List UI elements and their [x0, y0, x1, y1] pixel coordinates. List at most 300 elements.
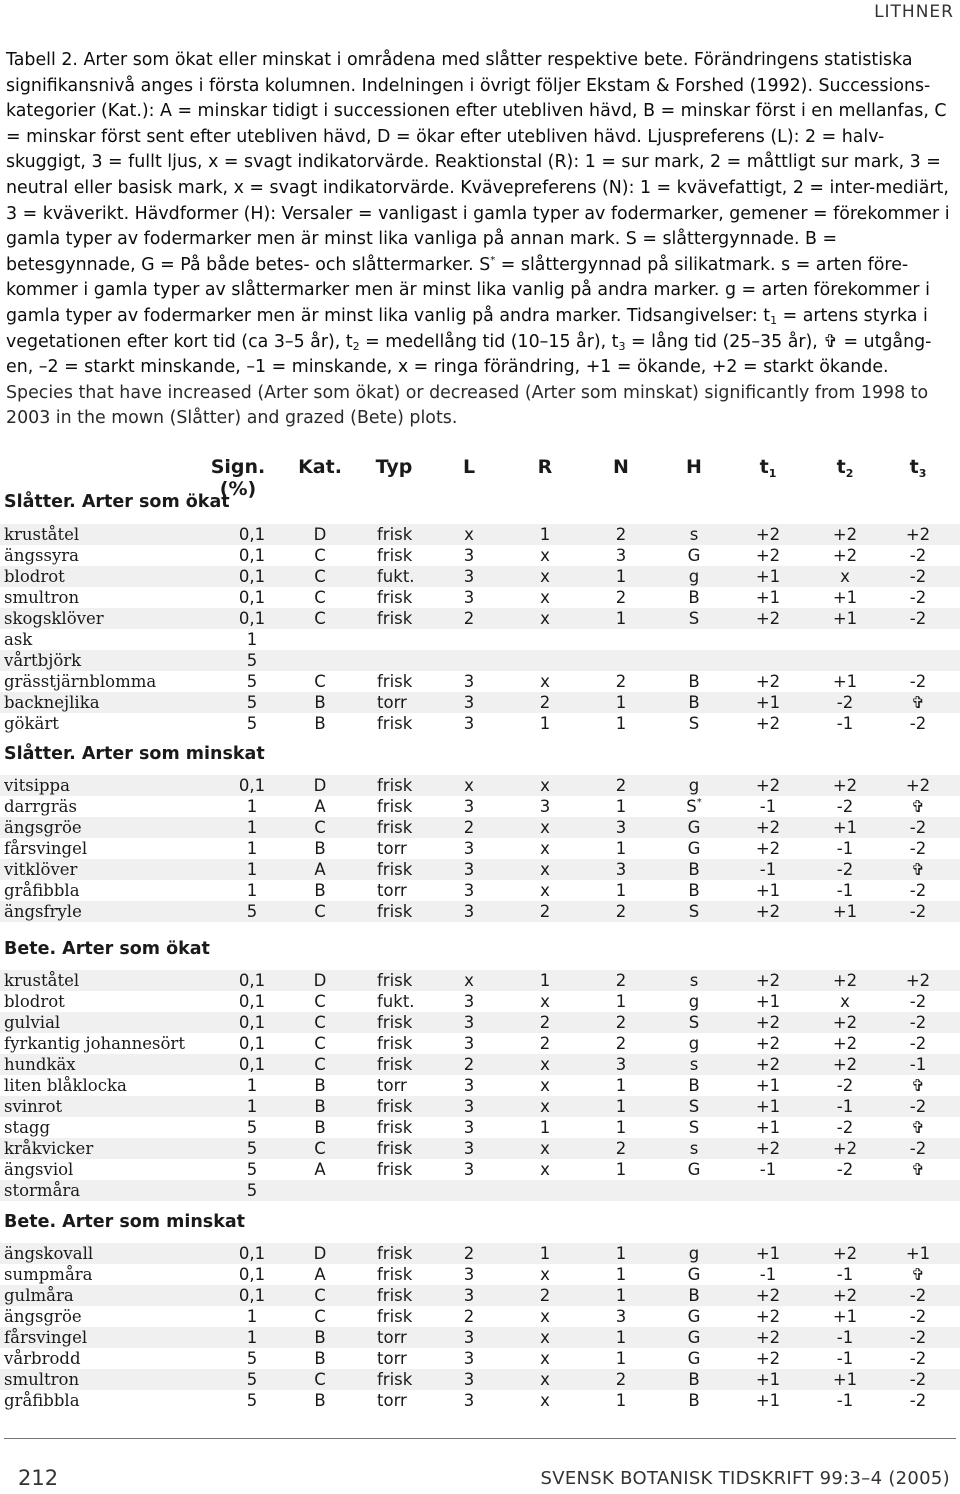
cell-t1: -1 — [759, 1265, 777, 1284]
cell-R: x — [540, 609, 550, 628]
table-row — [0, 1285, 960, 1306]
cell-R: x — [540, 1391, 550, 1410]
species-name: gulmåra — [4, 1286, 74, 1305]
cell-t2: -2 — [836, 1076, 854, 1095]
cell-L: 3 — [463, 1097, 475, 1116]
cell-L: 2 — [463, 1244, 475, 1263]
cell-R: x — [540, 1160, 550, 1179]
cell-N: 2 — [615, 902, 627, 921]
table-row — [0, 650, 960, 671]
cell-H-value: S — [686, 797, 697, 816]
table-row — [0, 859, 960, 880]
cell-t3: +2 — [905, 525, 931, 544]
cell-H: B — [688, 1391, 700, 1410]
cell-N: 1 — [615, 992, 627, 1011]
cell-t2: -1 — [836, 1391, 854, 1410]
cell-sign: 1 — [246, 881, 258, 900]
cell-H: g — [688, 992, 700, 1011]
column-t2: $t_2$ — [836, 456, 854, 480]
cell-t2: +1 — [832, 1307, 858, 1326]
table-row — [0, 1348, 960, 1369]
cell-kat: B — [314, 1118, 326, 1137]
cell-t2: -2 — [836, 1160, 854, 1179]
species-name: vårtbjörk — [4, 651, 82, 670]
running-head: LITHNER — [874, 2, 954, 22]
cell-t2: -1 — [836, 1328, 854, 1347]
table-caption — [6, 48, 954, 432]
cell-kat: A — [314, 1160, 326, 1179]
caption-english: Species that have increased (Arter som ökat) or decreased (Arter som minskat) significantly from 1998 to 2003 in the mown (Slåtter) and grazed (Bete) plots. — [6, 382, 929, 429]
table-row — [0, 1117, 960, 1138]
cell-kat: A — [314, 860, 326, 879]
cell-t2: +2 — [832, 776, 858, 795]
cell-typ: frisk — [377, 1307, 413, 1326]
cell-H: S — [688, 609, 700, 628]
cell-H: G — [687, 1328, 701, 1347]
journal-footer: SVENSK BOTANISK TIDSKRIFT 99:3–4 (2005) — [540, 1468, 950, 1489]
cell-N: 1 — [615, 1118, 627, 1137]
cell-t2: +2 — [832, 1013, 858, 1032]
cell-t1: +1 — [755, 1244, 781, 1263]
table-row — [0, 587, 960, 608]
cell-H: G — [687, 1160, 701, 1179]
cell-t3: ✞ — [911, 1118, 925, 1137]
cell-t3: ✞ — [911, 1076, 925, 1095]
cell-t1: +2 — [755, 1013, 781, 1032]
cell-kat: A — [314, 797, 326, 816]
cell-H: G — [687, 839, 701, 858]
cell-t3: ✞ — [911, 860, 925, 879]
cell-N: 1 — [615, 1391, 627, 1410]
cell-sign: 0,1 — [238, 588, 266, 607]
table-row — [0, 1327, 960, 1348]
species-name: gråfibbla — [4, 881, 80, 900]
species-name: gulvial — [4, 1013, 61, 1032]
cell-t3: -2 — [909, 588, 927, 607]
cell-N: 2 — [615, 525, 627, 544]
cell-H: G — [687, 1349, 701, 1368]
cell-kat: C — [314, 567, 326, 586]
cell-H: B — [688, 860, 700, 879]
cell-R: x — [540, 1097, 550, 1116]
table-row — [0, 1033, 960, 1054]
cell-t2: -2 — [836, 693, 854, 712]
cell-t2: +2 — [832, 1139, 858, 1158]
cell-t2: +2 — [832, 546, 858, 565]
cell-typ: fukt. — [377, 567, 415, 586]
table-row — [0, 1369, 960, 1390]
cell-t3: -2 — [909, 1349, 927, 1368]
cell-sign: 0,1 — [238, 546, 266, 565]
cell-typ: torr — [377, 1391, 407, 1410]
table-row — [0, 608, 960, 629]
cell-t1: -1 — [759, 797, 777, 816]
cell-typ: torr — [377, 1328, 407, 1347]
cell-L: 3 — [463, 1139, 475, 1158]
species-name: skogsklöver — [4, 609, 104, 628]
cell-sign: 5 — [246, 1370, 258, 1389]
cell-L: 3 — [463, 1391, 475, 1410]
cell-L: 2 — [463, 609, 475, 628]
cell-kat: B — [314, 1349, 326, 1368]
cell-t3: -2 — [909, 818, 927, 837]
cell-N: 2 — [615, 776, 627, 795]
cell-t1: +2 — [755, 714, 781, 733]
cell-t3: -2 — [909, 1370, 927, 1389]
cell-t3: ✞ — [911, 1160, 925, 1179]
cell-N: 1 — [615, 797, 627, 816]
cell-N: 1 — [615, 1160, 627, 1179]
cell-H: B — [688, 1370, 700, 1389]
cell-kat: C — [314, 818, 326, 837]
cell-sign: 1 — [246, 1307, 258, 1326]
cell-t1: +1 — [755, 1370, 781, 1389]
cell-t1: +1 — [755, 1097, 781, 1116]
cell-N: 2 — [615, 971, 627, 990]
species-name: svinrot — [4, 1097, 63, 1116]
cell-L: 3 — [463, 1328, 475, 1347]
cell-t1: +2 — [755, 1139, 781, 1158]
cell-sign: 0,1 — [238, 1286, 266, 1305]
cell-typ: frisk — [377, 860, 413, 879]
cell-sign: 5 — [246, 651, 258, 670]
cell-sign: 5 — [246, 714, 258, 733]
table-row — [0, 1012, 960, 1033]
cell-N: 3 — [615, 1307, 627, 1326]
cell-t3: -2 — [909, 1286, 927, 1305]
table-row — [0, 629, 960, 650]
cell-kat: D — [313, 525, 327, 544]
cell-sign: 5 — [246, 1349, 258, 1368]
cell-t3: -2 — [909, 1328, 927, 1347]
cell-kat: C — [314, 1370, 326, 1389]
cell-t2: +2 — [832, 1055, 858, 1074]
cell-H: g — [688, 1244, 700, 1263]
cell-kat: C — [314, 1055, 326, 1074]
cell-t3: ✞ — [911, 1265, 925, 1284]
species-name: darrgräs — [4, 797, 77, 816]
species-name: sumpmåra — [4, 1265, 93, 1284]
cell-sign: 1 — [246, 860, 258, 879]
cell-H-superscript: * — [696, 797, 702, 808]
cell-L: 3 — [463, 881, 475, 900]
cell-t2: +1 — [832, 902, 858, 921]
species-name: ängskovall — [4, 1244, 94, 1263]
cell-typ: frisk — [377, 1370, 413, 1389]
cell-t3: ✞ — [911, 693, 925, 712]
table-row — [0, 1075, 960, 1096]
cell-kat: C — [314, 588, 326, 607]
cell-N: 3 — [615, 1055, 627, 1074]
cell-L: 3 — [463, 1013, 475, 1032]
cell-L: x — [464, 776, 474, 795]
cell-typ: frisk — [377, 1118, 413, 1137]
cell-sign: 0,1 — [238, 776, 266, 795]
cell-H: s — [689, 525, 699, 544]
cell-t3: -1 — [909, 1055, 927, 1074]
species-name: kråkvicker — [4, 1139, 94, 1158]
table-row — [0, 524, 960, 545]
cell-t2: x — [840, 992, 850, 1011]
cell-R: x — [540, 992, 550, 1011]
cell-N: 1 — [615, 839, 627, 858]
table-row — [0, 1096, 960, 1117]
cell-typ: frisk — [377, 1286, 413, 1305]
cell-typ: frisk — [377, 525, 413, 544]
cell-t2: +2 — [832, 1034, 858, 1053]
cell-sign: 0,1 — [238, 525, 266, 544]
cell-R: x — [540, 672, 550, 691]
species-name: kruståtel — [4, 971, 80, 990]
cell-kat: C — [314, 609, 326, 628]
cell-sign: 0,1 — [238, 1055, 266, 1074]
cell-H: S — [688, 1097, 700, 1116]
cell-t1: +1 — [755, 588, 781, 607]
cell-t1: +2 — [755, 672, 781, 691]
cell-kat: B — [314, 1328, 326, 1347]
cell-t3: -2 — [909, 881, 927, 900]
cell-kat: B — [314, 1391, 326, 1410]
cell-t3: ✞ — [911, 797, 925, 816]
cell-typ: frisk — [377, 714, 413, 733]
cell-t3: -2 — [909, 672, 927, 691]
table-row — [0, 566, 960, 587]
cell-L: 3 — [463, 546, 475, 565]
cell-sign: 5 — [246, 1139, 258, 1158]
table-row — [0, 1264, 960, 1285]
cell-kat: C — [314, 546, 326, 565]
cell-typ: frisk — [377, 1034, 413, 1053]
cell-N: 3 — [615, 546, 627, 565]
cell-R: x — [540, 1076, 550, 1095]
cell-R: 1 — [539, 971, 551, 990]
column-typ: Typ — [375, 456, 413, 478]
cell-sign: 5 — [246, 1118, 258, 1137]
cell-sign: 5 — [246, 693, 258, 712]
cell-t2: -1 — [836, 1349, 854, 1368]
species-name: smultron — [4, 1370, 80, 1389]
cell-t1: +1 — [755, 1076, 781, 1095]
section-title: Slåtter. Arter som ökat — [4, 492, 230, 512]
cell-typ: frisk — [377, 902, 413, 921]
cell-sign: 0,1 — [238, 609, 266, 628]
cell-kat: B — [314, 1097, 326, 1116]
cell-t3: +2 — [905, 776, 931, 795]
cell-t3: -2 — [909, 992, 927, 1011]
cell-sign: 1 — [246, 818, 258, 837]
table-row — [0, 796, 960, 817]
cell-H: B — [688, 693, 700, 712]
table-row — [0, 1306, 960, 1327]
cell-t1: +2 — [755, 1055, 781, 1074]
table-row — [0, 880, 960, 901]
cell-sign: 0,1 — [238, 971, 266, 990]
cell-sign: 5 — [246, 1181, 258, 1200]
cell-H: G — [687, 1265, 701, 1284]
cell-t1: +1 — [755, 567, 781, 586]
cell-R: x — [540, 1265, 550, 1284]
cell-L: 3 — [463, 992, 475, 1011]
species-name: liten blåklocka — [4, 1076, 127, 1095]
cell-H: G — [687, 546, 701, 565]
table-row — [0, 1138, 960, 1159]
cell-typ: frisk — [377, 1244, 413, 1263]
cell-sign: 5 — [246, 672, 258, 691]
cell-t3: -2 — [909, 609, 927, 628]
cell-kat: D — [313, 971, 327, 990]
cell-t1: +2 — [755, 902, 781, 921]
cell-t1: +2 — [755, 546, 781, 565]
cell-t2: +2 — [832, 971, 858, 990]
cell-R: 1 — [539, 1118, 551, 1137]
cell-sign: 1 — [246, 1076, 258, 1095]
species-name: ängsgröe — [4, 818, 82, 837]
cell-R: x — [540, 1349, 550, 1368]
cell-N: 1 — [615, 567, 627, 586]
cell-L: x — [464, 971, 474, 990]
species-name: fårsvingel — [4, 1328, 88, 1347]
cell-R: x — [540, 860, 550, 879]
cell-kat: A — [314, 1265, 326, 1284]
cell-R: 1 — [539, 1244, 551, 1263]
cell-typ: frisk — [377, 776, 413, 795]
cell-t2: +1 — [832, 672, 858, 691]
cell-L: 3 — [463, 839, 475, 858]
species-name: gråfibbla — [4, 1391, 80, 1410]
cell-H: S — [688, 1013, 700, 1032]
cell-kat: C — [314, 1307, 326, 1326]
cell-H: B — [688, 672, 700, 691]
species-name: stormåra — [4, 1181, 81, 1200]
cell-t2: +1 — [832, 818, 858, 837]
cell-H: S — [688, 902, 700, 921]
species-name: hundkäx — [4, 1055, 76, 1074]
cell-H: g — [688, 567, 700, 586]
cell-L: 3 — [463, 1265, 475, 1284]
species-name: backnejlika — [4, 693, 100, 712]
cell-N: 1 — [615, 1076, 627, 1095]
cell-t2: -1 — [836, 1097, 854, 1116]
cell-R: x — [540, 839, 550, 858]
cell-t3: -2 — [909, 839, 927, 858]
cell-R: 1 — [539, 525, 551, 544]
section-title: Bete. Arter som ökat — [4, 939, 210, 959]
column-H: H — [686, 456, 702, 478]
cell-L: 3 — [463, 902, 475, 921]
cell-N: 1 — [615, 1097, 627, 1116]
cell-typ: torr — [377, 881, 407, 900]
cell-t1: +2 — [755, 525, 781, 544]
cell-t1: +2 — [755, 1034, 781, 1053]
column-R: R — [537, 456, 553, 478]
cell-R: 2 — [539, 1034, 551, 1053]
cell-kat: C — [314, 1013, 326, 1032]
table-row — [0, 991, 960, 1012]
cell-typ: torr — [377, 693, 407, 712]
cell-H: g — [688, 776, 700, 795]
cell-sign: 1 — [246, 1097, 258, 1116]
cell-H: s — [689, 1139, 699, 1158]
cell-N: 2 — [615, 1013, 627, 1032]
cell-L: 3 — [463, 1370, 475, 1389]
cell-typ: frisk — [377, 546, 413, 565]
cell-t1: +1 — [755, 693, 781, 712]
cell-t3: -2 — [909, 714, 927, 733]
cell-N: 1 — [615, 1265, 627, 1284]
cell-N: 2 — [615, 672, 627, 691]
cell-t2: -2 — [836, 1118, 854, 1137]
column-t3: $t_3$ — [909, 456, 927, 480]
cell-R: x — [540, 776, 550, 795]
cell-typ: frisk — [377, 1139, 413, 1158]
cell-t3: -2 — [909, 1097, 927, 1116]
cell-H: G — [687, 1307, 701, 1326]
cell-N: 1 — [615, 714, 627, 733]
species-name: vårbrodd — [4, 1349, 81, 1368]
cell-sign: 0,1 — [238, 1013, 266, 1032]
cell-R: x — [540, 1139, 550, 1158]
cell-L: 2 — [463, 1307, 475, 1326]
cell-t2: -1 — [836, 1265, 854, 1284]
cell-N: 1 — [615, 1244, 627, 1263]
cell-t2: -1 — [836, 881, 854, 900]
cell-sign: 1 — [246, 630, 258, 649]
table-row — [0, 1243, 960, 1264]
cell-t2: +2 — [832, 525, 858, 544]
species-name: ask — [4, 630, 33, 649]
cell-sign: 0,1 — [238, 992, 266, 1011]
cell-kat: B — [314, 693, 326, 712]
cell-sign: 5 — [246, 1391, 258, 1410]
cell-L: 3 — [463, 797, 475, 816]
species-name: fyrkantig johannesört — [4, 1034, 185, 1053]
cell-kat: D — [313, 776, 327, 795]
cell-t1: +2 — [755, 1307, 781, 1326]
cell-R: x — [540, 1307, 550, 1326]
species-name: ängsfryle — [4, 902, 82, 921]
cell-L: 3 — [463, 1076, 475, 1095]
species-name: grässtjärnblomma — [4, 672, 157, 691]
cell-R: x — [540, 546, 550, 565]
column-sign: Sign. (%) — [210, 456, 266, 500]
cell-t1: +1 — [755, 992, 781, 1011]
cell-R: x — [540, 881, 550, 900]
cell-L: 3 — [463, 1118, 475, 1137]
cell-H: S — [688, 1118, 700, 1137]
cell-kat: B — [314, 839, 326, 858]
cell-t2: -1 — [836, 839, 854, 858]
cell-typ: frisk — [377, 1055, 413, 1074]
species-name: smultron — [4, 588, 80, 607]
table-row — [0, 901, 960, 922]
cell-t1: -1 — [759, 1160, 777, 1179]
cell-L: 3 — [463, 672, 475, 691]
table-row — [0, 545, 960, 566]
cell-sign: 1 — [246, 839, 258, 858]
cell-t1: +1 — [755, 881, 781, 900]
cell-H: B — [688, 1076, 700, 1095]
table-row — [0, 692, 960, 713]
cell-t1: +2 — [755, 839, 781, 858]
cell-kat: B — [314, 881, 326, 900]
cell-H: B — [688, 1286, 700, 1305]
cell-R: 2 — [539, 1286, 551, 1305]
cell-N: 1 — [615, 1349, 627, 1368]
cell-sign: 0,1 — [238, 1265, 266, 1284]
cell-t3: +2 — [905, 971, 931, 990]
species-name: ängsviol — [4, 1160, 74, 1179]
cell-R: x — [540, 1328, 550, 1347]
